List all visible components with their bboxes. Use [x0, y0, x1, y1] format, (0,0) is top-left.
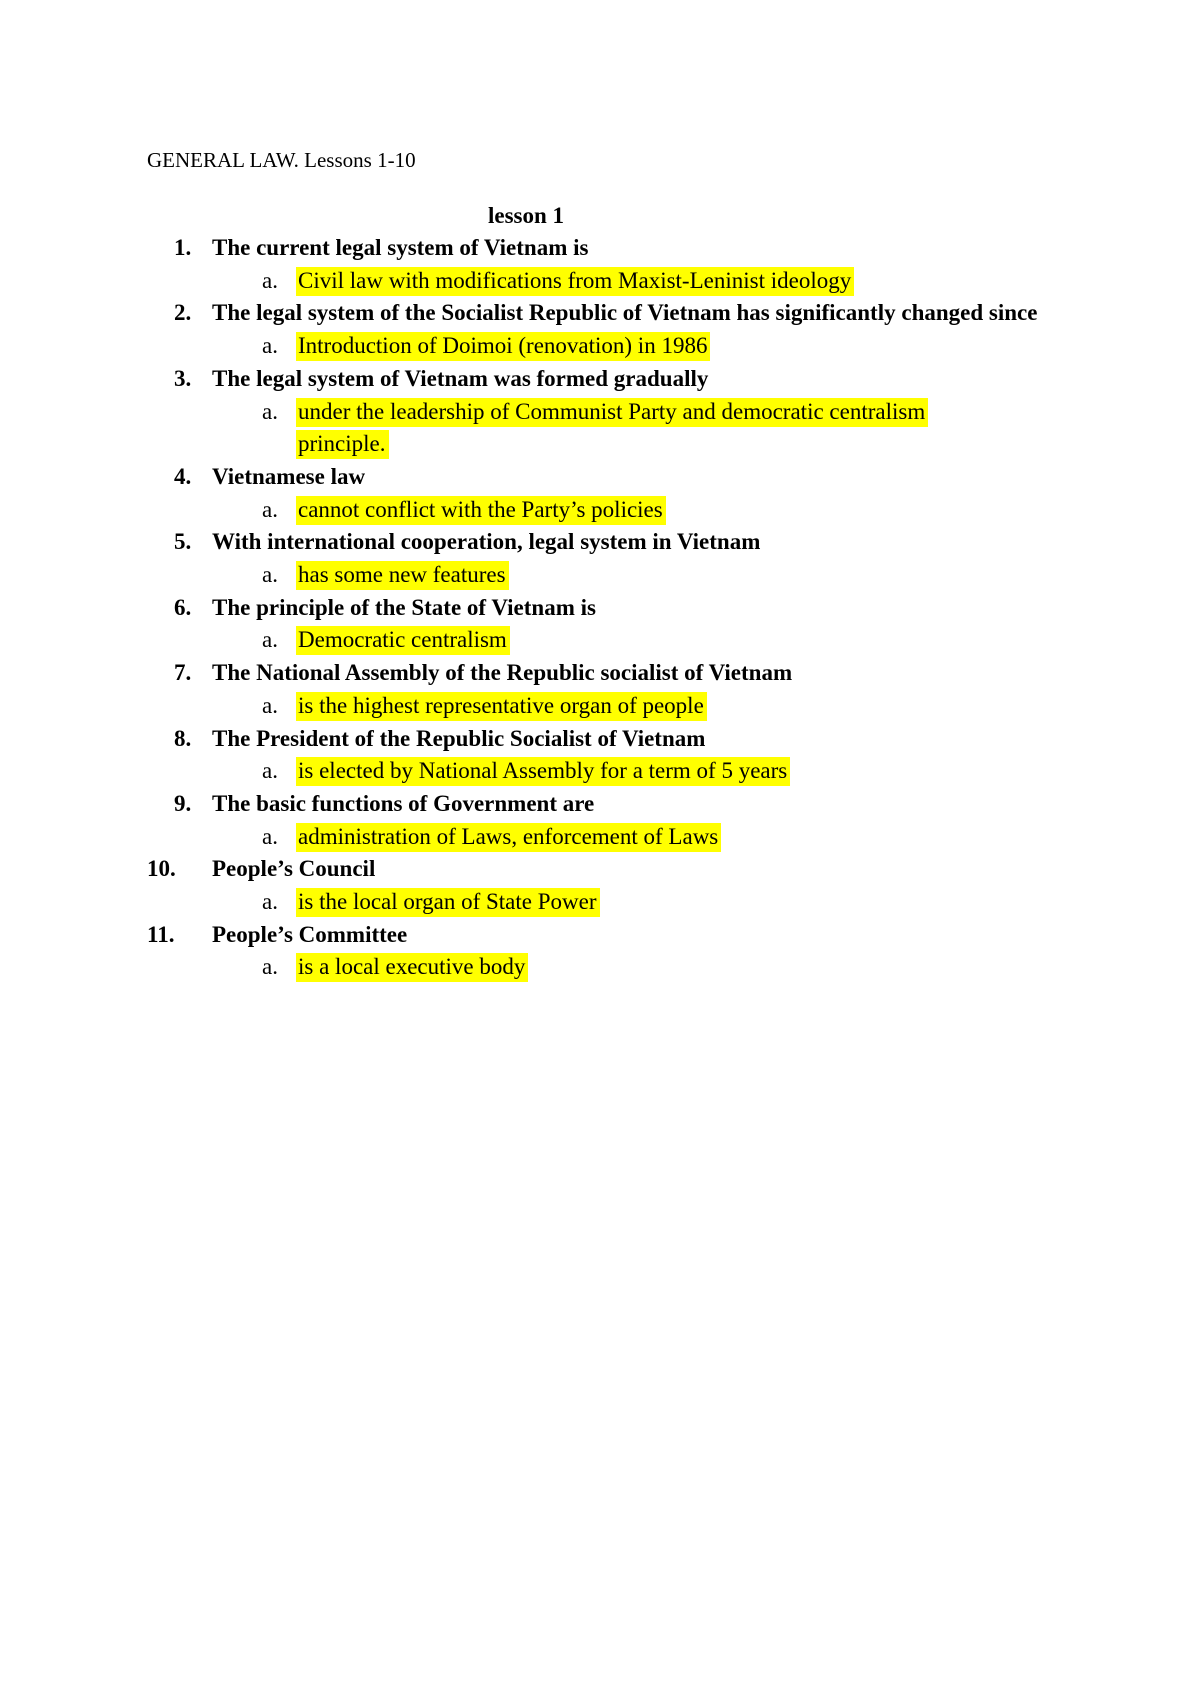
- question-row: [0, 363, 1200, 396]
- question-row: [0, 657, 1200, 690]
- answer-row: [0, 821, 1200, 854]
- answer-letter: a.: [262, 398, 278, 424]
- question-item: [0, 526, 1200, 591]
- question-row: [0, 461, 1200, 494]
- question-row: [0, 232, 1200, 265]
- question-number: 3.: [174, 365, 192, 391]
- question-text: The President of the Republic Socialist of Vietnam: [212, 725, 706, 751]
- answer-letter: a.: [262, 267, 278, 293]
- answer-row: [0, 690, 1200, 723]
- question-item: [0, 723, 1200, 788]
- answer-letter: a.: [262, 823, 278, 849]
- answer-row: [0, 624, 1200, 657]
- answer-text-highlighted: is the highest representative organ of people: [296, 692, 707, 721]
- answer-text-highlighted: is elected by National Assembly for a term of 5 years: [296, 757, 790, 786]
- question-number: 8.: [174, 725, 192, 751]
- answer-letter: a.: [262, 562, 278, 588]
- question-row: [0, 788, 1200, 821]
- answer-letter: a.: [262, 954, 278, 980]
- answer-letter: a.: [262, 333, 278, 359]
- question-text: The legal system of Vietnam was formed gradually: [212, 365, 709, 391]
- lesson-title: lesson 1: [488, 203, 565, 228]
- question-number: 1.: [174, 235, 192, 260]
- question-text: Vietnamese law: [212, 463, 366, 489]
- answer-letter: a.: [262, 758, 278, 784]
- question-text: People’s Council: [212, 856, 376, 882]
- question-number: 5.: [174, 529, 192, 555]
- answer-text-highlighted: Democratic centralism: [296, 626, 510, 655]
- answer-text-highlighted: is a local executive body: [296, 953, 528, 982]
- answer-text-highlighted: cannot conflict with the Party’s policies: [296, 496, 666, 525]
- question-text: The National Assembly of the Republic socialist of Vietnam: [212, 660, 793, 686]
- question-row: [0, 853, 1200, 886]
- answer-letter: a.: [262, 496, 278, 522]
- answer-text-highlighted: Introduction of Doimoi (renovation) in 1986: [296, 332, 710, 361]
- document-header: GENERAL LAW. Lessons 1-10: [147, 148, 416, 172]
- question-text: The basic functions of Government are: [212, 790, 595, 816]
- question-item: [0, 919, 1200, 984]
- question-number: 7.: [174, 660, 192, 686]
- question-item: [0, 461, 1200, 526]
- question-row: [0, 297, 1200, 330]
- question-text: The current legal system of Vietnam is: [212, 235, 589, 260]
- question-number: 2.: [174, 300, 192, 326]
- question-row: [0, 526, 1200, 559]
- answer-letter: a.: [262, 627, 278, 653]
- answer-text-highlighted: Civil law with modifications from Maxist-Leninist ideology: [296, 267, 854, 296]
- question-item: [0, 853, 1200, 918]
- question-text: The principle of the State of Vietnam is: [212, 594, 596, 620]
- question-row: [0, 592, 1200, 625]
- question-item: [0, 297, 1200, 362]
- answer-row: [0, 265, 1200, 298]
- answer-text-highlighted: administration of Laws, enforcement of Laws: [296, 823, 721, 852]
- question-item: [0, 788, 1200, 853]
- answer-letter: a.: [262, 692, 278, 718]
- question-number: 11.: [147, 921, 175, 947]
- answer-row: [0, 755, 1200, 788]
- question-text: People’s Committee: [212, 921, 408, 947]
- answer-row: [0, 951, 1200, 984]
- answer-text-highlighted: under the leadership of Communist Party and democratic centralism principle.: [296, 398, 928, 460]
- question-item: [0, 232, 1200, 297]
- question-text: With international cooperation, legal system in Vietnam: [212, 529, 761, 555]
- question-row: [0, 723, 1200, 756]
- question-number: 4.: [174, 463, 192, 489]
- question-text: The legal system of the Socialist Republic of Vietnam has significantly changed since: [212, 300, 1038, 326]
- question-number: 10.: [147, 856, 176, 882]
- question-item: [0, 592, 1200, 657]
- answer-row: [0, 559, 1200, 592]
- answer-row: [0, 330, 1200, 363]
- question-number: 9.: [174, 790, 192, 816]
- answer-row: [0, 396, 1200, 461]
- answer-text-highlighted: is the local organ of State Power: [296, 888, 600, 917]
- question-item: [0, 363, 1200, 461]
- question-number: 6.: [174, 594, 192, 620]
- question-item: [0, 657, 1200, 722]
- answer-text-highlighted: has some new features: [296, 561, 509, 590]
- answer-letter: a.: [262, 889, 278, 915]
- answer-row: [0, 494, 1200, 527]
- answer-row: [0, 886, 1200, 919]
- question-row: [0, 919, 1200, 952]
- question-list: [0, 232, 1200, 984]
